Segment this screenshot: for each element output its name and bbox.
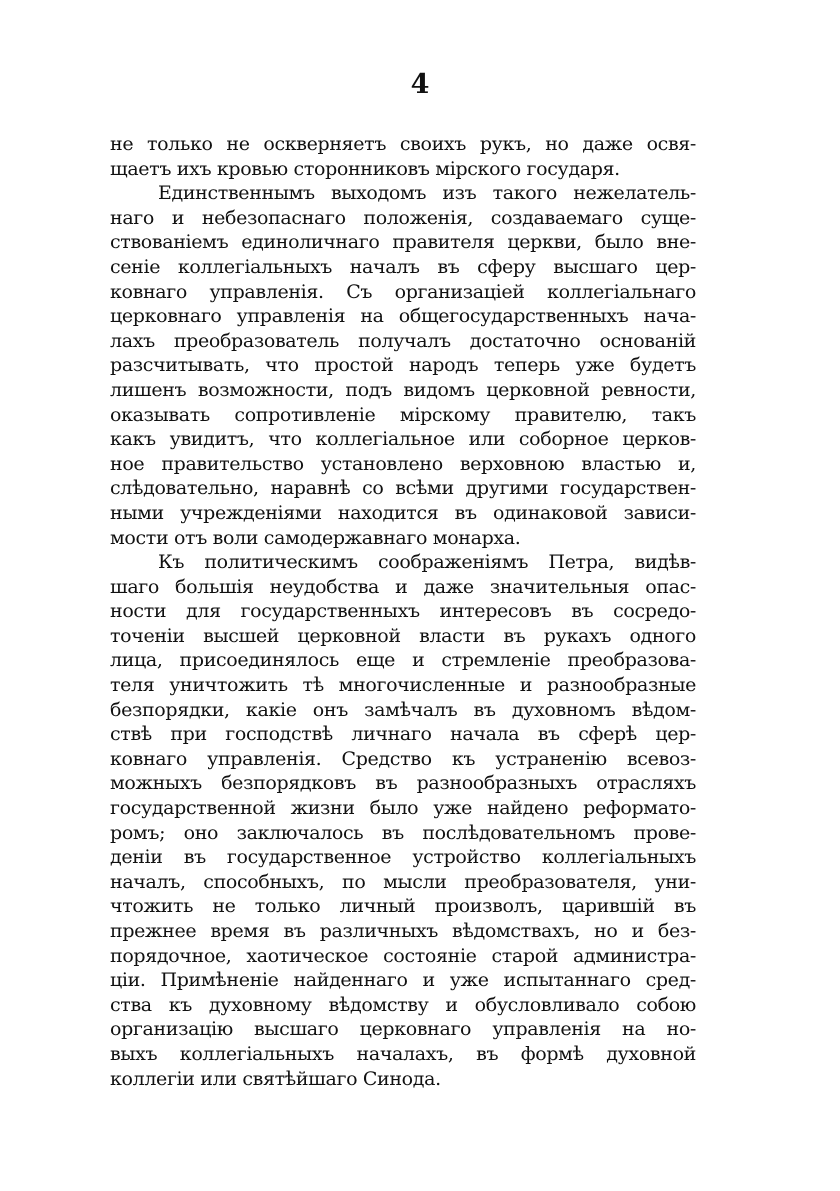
text-line: щаетъ ихъ кровью сторонниковъ мірского государя.: [110, 157, 620, 180]
text-line: ное правительство установлено верховною властью и,: [110, 452, 696, 475]
text-line: Единственнымъ выходомъ изъ такого нежелатель-: [158, 182, 696, 205]
text-line: сеніе коллегіальныхъ началъ въ сферу высшаго цер-: [110, 255, 696, 278]
text-line: ромъ; оно заключалось въ послѣдовательномъ прове-: [110, 821, 696, 844]
text-line: точеніи высшей церковной власти въ рукахъ одного: [110, 624, 696, 647]
text-line: ковнаго управленія. Съ организаціей коллегіальнаго: [110, 280, 696, 303]
text-line: государственной жизни было уже найдено реформато-: [110, 797, 696, 820]
text-line: ными учрежденіями находится въ одинаковой зависи-: [110, 501, 696, 524]
paragraph: [110, 181, 696, 550]
text-line: прежнее время въ различныхъ вѣдомствахъ, но и без-: [110, 920, 696, 942]
text-line: не только не оскверняетъ своихъ рукъ, но даже освя-: [110, 133, 696, 155]
text-line: ства къ духовному вѣдомству и обусловливало собою: [110, 993, 696, 1016]
text-line: оказывать сопротивленіе мірскому правителю, такъ: [110, 403, 696, 426]
text-line: наго и небезопаснаго положенія, создаваемаго суще-: [110, 206, 696, 229]
text-line: можныхъ безпорядковъ въ разнообразныхъ отрасляхъ: [110, 772, 696, 795]
text-line: церковнаго управленія на общегосударственныхъ нача-: [110, 305, 696, 328]
text-line: слѣдовательно, наравнѣ со всѣми другими государствен-: [110, 477, 696, 500]
text-line: выхъ коллегіальныхъ началахъ, въ формѣ духовной: [110, 1042, 696, 1065]
text-line: мости отъ воли самодержавнаго монарха.: [110, 526, 521, 549]
text-line: коллегіи или святѣйшаго Синода.: [110, 1067, 441, 1090]
page-number: 4: [410, 69, 430, 100]
text-line: ствѣ при господствѣ личнаго начала въ сферѣ цер-: [110, 723, 696, 746]
text-line: шаго большія неудобства и даже значительныя опас-: [110, 575, 696, 598]
text-line: порядочное, хаотическое состояніе старой администра-: [110, 944, 696, 967]
text-line: безпорядки, какіе онъ замѣчалъ въ духовномъ вѣдом-: [110, 698, 696, 721]
text-line: разсчитывать, что простой народъ теперь уже будетъ: [110, 354, 696, 377]
text-line: деніи въ государственное устройство коллегіальныхъ: [110, 846, 696, 869]
text-line: лица, присоединялось еще и стремленіе преобразова-: [110, 649, 696, 672]
text-line: организацію высшаго церковнаго управленія на но-: [110, 1018, 696, 1041]
body-text: [110, 132, 696, 1091]
text-line: ціи. Примѣненіе найденнаго и уже испытаннаго сред-: [110, 969, 696, 992]
text-line: чтожить не только личный произволъ, царившій въ: [110, 895, 696, 918]
text-line: лишенъ возможности, подъ видомъ церковной ревности,: [110, 378, 696, 401]
text-line: началъ, способныхъ, по мысли преобразователя, уни-: [110, 870, 696, 893]
text-line: лахъ преобразователь получалъ достаточно основаній: [110, 329, 696, 352]
paragraph: [110, 132, 696, 181]
paragraph: [110, 550, 696, 1091]
text-line: ности для государственныхъ интересовъ въ сосредо-: [110, 600, 696, 623]
text-line: ковнаго управленія. Средство къ устраненію всевоз-: [110, 747, 696, 770]
text-line: теля уничтожить тѣ многочисленные и разнообразные: [110, 674, 696, 697]
text-line: ствованіемъ единоличнаго правителя церкви, было вне-: [110, 231, 696, 254]
text-line: какъ увидитъ, что коллегіальное или соборное церков-: [110, 428, 696, 451]
text-line: Къ политическимъ соображеніямъ Петра, видѣв-: [158, 551, 696, 574]
